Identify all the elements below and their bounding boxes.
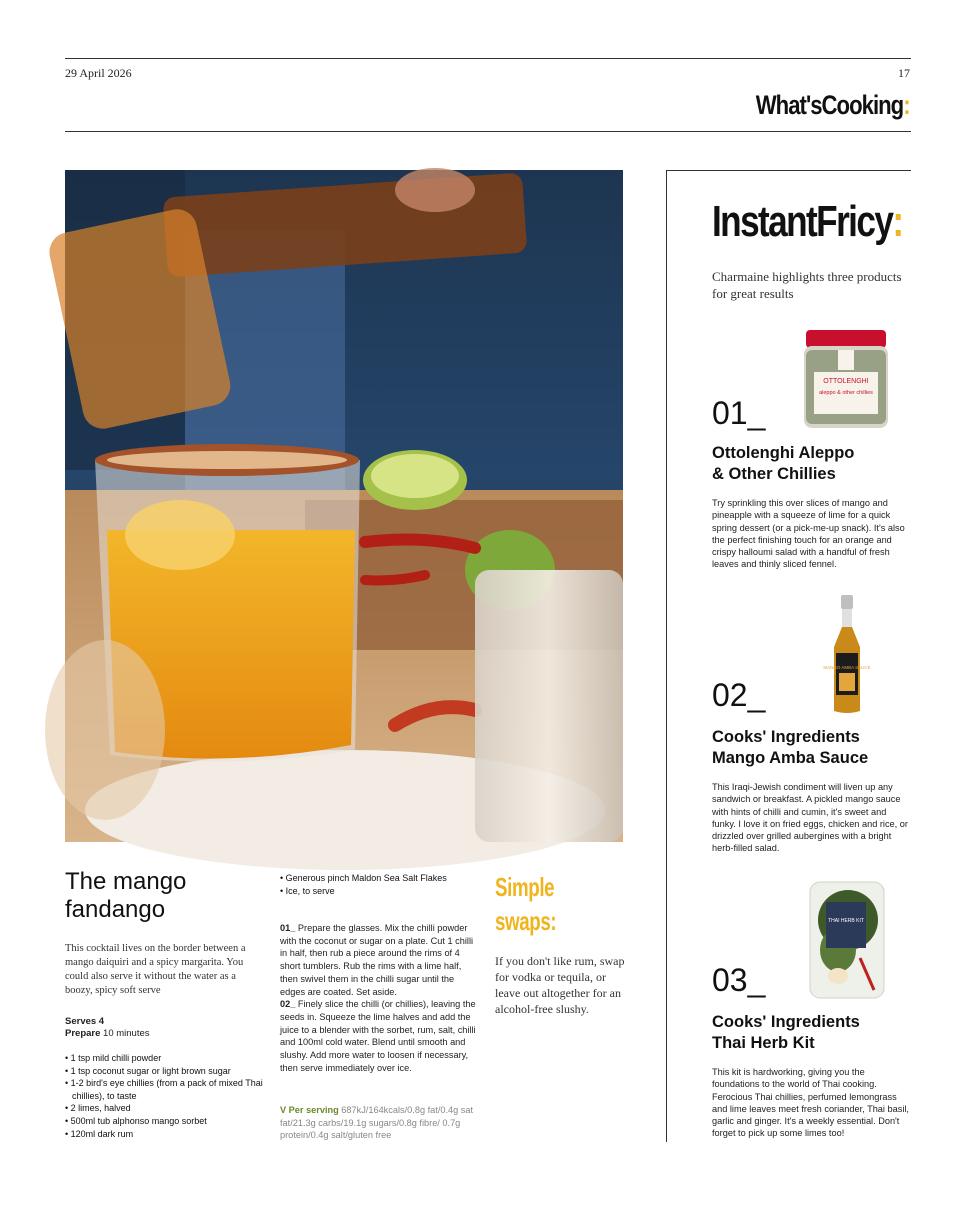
prep-label: Prepare: [65, 1028, 101, 1039]
swaps-heading-line2: swaps:: [495, 906, 557, 936]
recipe-serves: Serves 4: [65, 1016, 105, 1027]
product-name-line1: Ottolenghi Aleppo: [712, 444, 855, 462]
spice-jar-icon: [800, 328, 892, 432]
product-1-number: 01_: [712, 395, 766, 431]
ingredient-item: • Generous pinch Maldon Sea Salt Flakes: [280, 872, 480, 885]
page-number: 17: [898, 66, 910, 80]
swaps-heading: [495, 870, 556, 938]
jar-label: aleppo & other chillies: [819, 390, 873, 396]
swaps-text: If you don't like rum, swap for vodka or tequila, or leave out altogether for an alcohol-free slushy.: [495, 954, 625, 1016]
product-2-name: [712, 727, 868, 769]
product-2-description: This Iraqi-Jewish condiment will liven up any sandwich or breakfast. A pickled mango sauce with hints of chilli and cumin, it's sweet and funky. I love it on fried eggs, chicken and rice, or drizzled over grilled aubergines with a bright herb-filled salad.: [712, 782, 908, 854]
ingredient-item: • 1 tsp mild chilli powder: [65, 1052, 270, 1065]
product-1-description: Try sprinkling this over slices of mango and pineapple with a squeeze of lime for a quick spring dessert (or a pick-me-up snack). It's also the perfect finishing touch for an orange and crispy halloumi salad with a handful of fresh leaves and thinly sliced fennel.: [712, 498, 905, 570]
product-3-image: [808, 880, 886, 1007]
top-rule: [65, 58, 911, 59]
bottle-label: MANGO AMBA SAUCE: [823, 665, 871, 670]
recipe-title-line2: fandango: [65, 896, 166, 923]
sidebar-title: [712, 197, 902, 247]
sidebar-title-text: InstantFricy: [712, 197, 893, 246]
product-name-line2: Thai Herb Kit: [712, 1034, 815, 1052]
ingredient-item: • 500ml tub alphonso mango sorbet: [65, 1115, 270, 1128]
nutrition-info: [280, 1104, 480, 1142]
prep-value: 10 minutes: [103, 1028, 150, 1039]
product-name-line2: Mango Amba Sauce: [712, 749, 869, 767]
section-brand: [756, 90, 910, 121]
recipe-method: [280, 922, 480, 1074]
method-step-1: [280, 922, 480, 998]
step-text: Finely slice the chilli (or chillies), leaving the seeds in. Squeeze the lime halves and add the juice to a blender with the sorbet, rum, salt, chilli and 100ml cold water. Blend until smooth and slushy. Add more water to loosen if necessary, then serve immediately over ice.: [280, 999, 476, 1073]
brand-colon: :: [903, 90, 910, 120]
nutrition-label: V Per serving: [280, 1105, 339, 1115]
product-2-number: 02_: [712, 677, 766, 713]
product-3-number: 03_: [712, 962, 766, 998]
sidebar-subtitle: Charmaine highlights three products for great results: [712, 269, 902, 301]
sidebar-title-colon: :: [892, 197, 903, 246]
kit-label: THAI HERB KIT: [828, 918, 864, 924]
recipe-title-line1: The mango: [65, 868, 187, 895]
ingredient-item: • 2 limes, halved: [65, 1102, 270, 1115]
recipe-intro: This cocktail lives on the border between a mango daiquiri and a spicy margarita. You could also serve it without the water as a boozy, spicy soft serve: [65, 943, 246, 996]
method-step-2: [280, 998, 480, 1074]
ingredient-item: • 1 tsp coconut sugar or light brown sugar: [65, 1065, 270, 1078]
step-text: Prepare the glasses. Mix the chilli powder with the coconut or sugar on a plate. Cut 1 chilli in half, then rub a piece around the rims of 4 short tumblers. Rub the rims with a lime half, then swivel them in the chilli sugar until the edges are coated. Set aside.: [280, 923, 474, 997]
cocktail-photo: [65, 170, 623, 842]
herb-kit-icon: [808, 880, 886, 1002]
nutrition-values: 687kJ/164kcals/0.8g fat/0.4g sat fat/21.3g carbs/19.1g sugars/0.8g fibre/ 0.7g protein/0.4g salt/gluten free: [280, 1105, 474, 1141]
ingredient-item: • Ice, to serve: [280, 885, 480, 898]
product-name-line1: Cooks' Ingredients: [712, 728, 860, 746]
brand-text: What'sCooking: [756, 90, 904, 120]
swaps-heading-line1: Simple: [495, 872, 555, 902]
step-number: 01_: [280, 923, 296, 933]
ingredients-list-continued: [280, 872, 480, 897]
product-2-image: [823, 595, 871, 720]
ingredient-item: • 1-2 bird's eye chillies (from a pack of mixed Thai chillies), to taste: [65, 1077, 270, 1102]
jar-brand: OTTOLENGHI: [823, 378, 869, 385]
ingredient-item: • 120ml dark rum: [65, 1128, 270, 1141]
ingredients-list: [65, 1052, 270, 1140]
product-1-name: [712, 443, 854, 485]
product-3-name: [712, 1012, 860, 1054]
cocktail-illustration: [65, 170, 623, 842]
product-name-line2: & Other Chillies: [712, 465, 836, 483]
header-rule: [65, 131, 911, 132]
product-1-image: [800, 328, 892, 437]
sauce-bottle-icon: [823, 595, 871, 715]
sidebar-top-rule: [666, 170, 911, 171]
recipe-title: [65, 868, 186, 924]
sidebar-divider: [666, 170, 667, 1142]
recipe-prep-time: [65, 1028, 150, 1040]
step-number: 02_: [280, 999, 296, 1010]
product-name-line1: Cooks' Ingredients: [712, 1013, 860, 1031]
product-3-description: This kit is hardworking, giving you the foundations to the world of Thai cooking. Ferocious Thai chillies, perfumed lemongrass and lime leaves meet fresh coriander, Thai basil, garlic and ginger. It's a weekly essential. Don't forget to pick up some limes too!: [712, 1067, 909, 1139]
issue-date: 29 April 2026: [65, 66, 132, 80]
